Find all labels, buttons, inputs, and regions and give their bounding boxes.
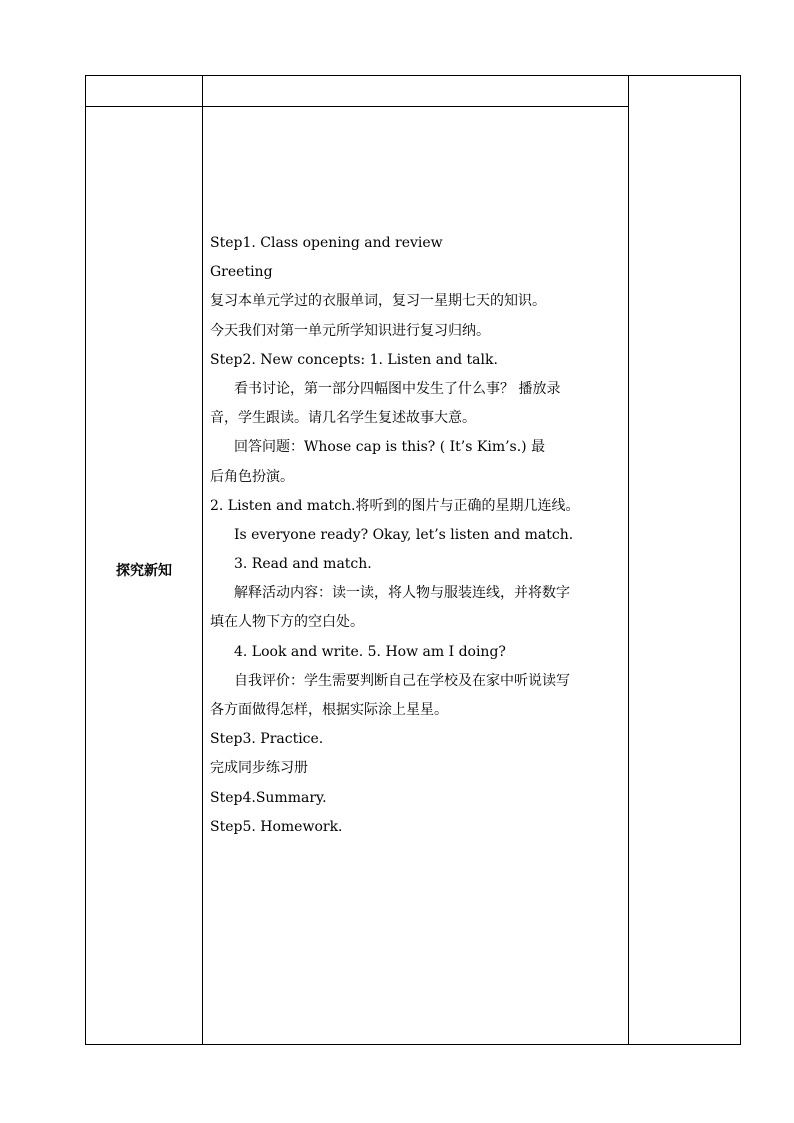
content-line: 2. Listen and match.将听到的图片与正确的星期几连线。 xyxy=(210,497,580,514)
content-line: Step4.Summary. xyxy=(210,789,327,806)
content-line: Is everyone ready? Okay, let’s listen and match. xyxy=(234,526,574,543)
content-line: Step1. Class opening and review xyxy=(210,235,443,251)
lesson-plan-table xyxy=(85,75,741,1045)
content-line: 复习本单元学过的衣服单词，复习一星期七天的知识。 xyxy=(210,293,546,310)
content-line: 填在人物下方的空白处。 xyxy=(210,614,364,631)
content-line: 看书讨论，第一部分四幅图中发生了什么事？ 播放录 xyxy=(234,380,561,397)
content-line: 自我评价：学生需要判断自己在学校及在家中听说读写 xyxy=(234,672,570,689)
content-line: 音，学生跟读。请几名学生复述故事大意。 xyxy=(210,410,476,427)
content-line: Step5. Homework. xyxy=(210,818,343,835)
content-line: 3. Read and match. xyxy=(234,556,372,573)
content-line: Greeting xyxy=(210,264,273,281)
content-line: Step3. Practice. xyxy=(210,731,324,748)
content-line: 各方面做得怎样，根据实际涂上星星。 xyxy=(210,702,448,718)
content-line: Step2. New concepts: 1. Listen and talk. xyxy=(210,351,498,368)
content-line: 今天我们对第一单元所学知识进行复习归纳。 xyxy=(210,322,490,339)
content-line: 回答问题：Whose cap is this? ( It’s Kim’s.) 最 xyxy=(234,439,546,456)
teaching-steps-content xyxy=(210,229,622,842)
header-row-divider xyxy=(86,106,628,107)
column-divider-left xyxy=(202,76,203,1044)
content-line: 后角色扮演。 xyxy=(210,468,294,485)
content-line: 完成同步练习册 xyxy=(210,760,308,777)
content-line: 解释活动内容：读一读，将人物与服装连线，并将数字 xyxy=(234,585,570,602)
column-divider-right xyxy=(628,76,629,1044)
content-line: 4. Look and write. 5. How am I doing? xyxy=(234,643,506,660)
section-label: 探究新知 xyxy=(116,563,172,579)
